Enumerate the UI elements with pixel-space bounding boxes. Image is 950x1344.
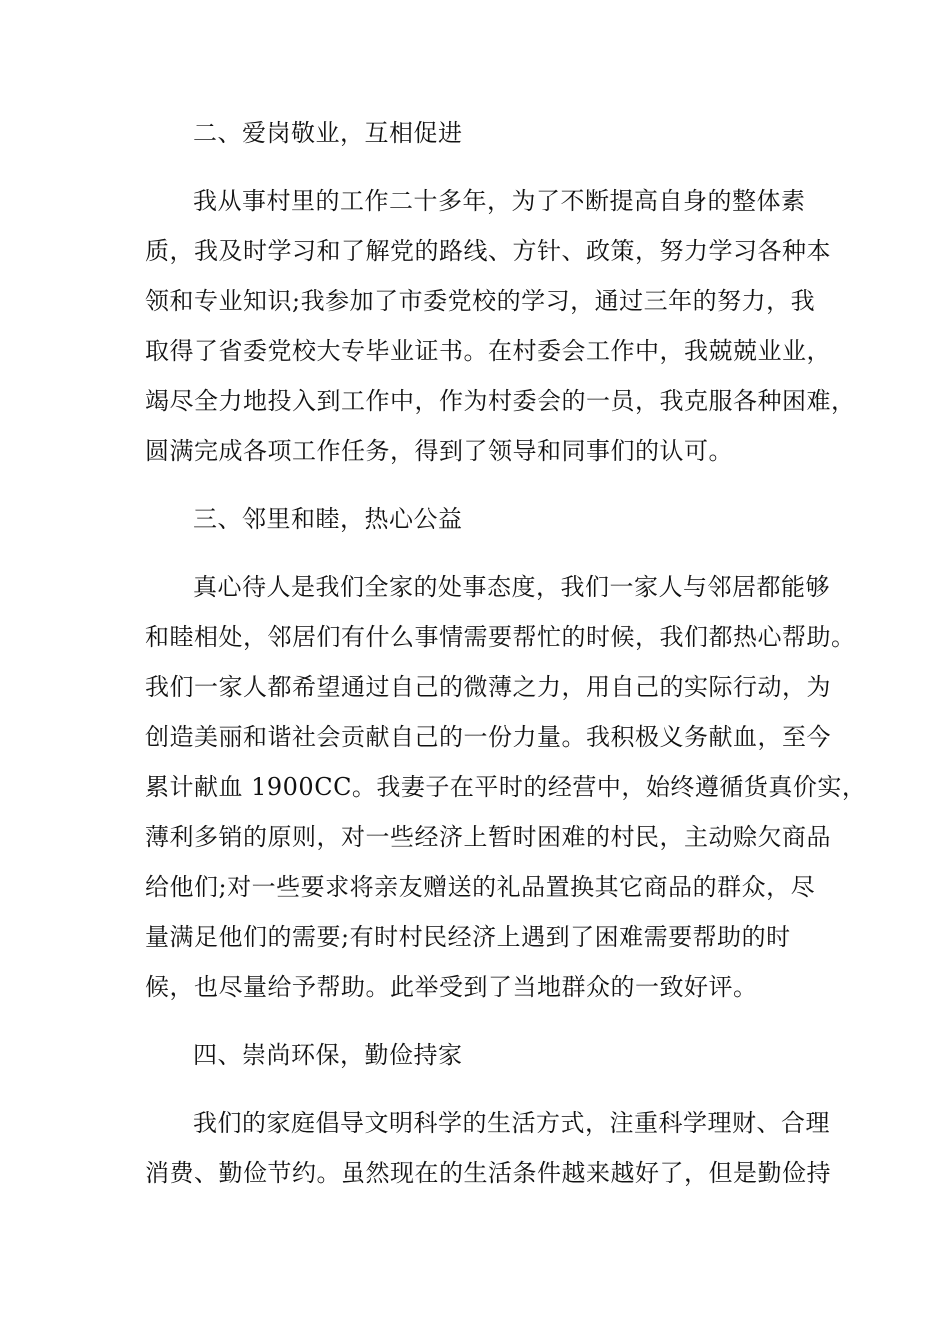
paragraph-line: 给他们;对一些要求将亲友赠送的礼品置换其它商品的群众，尽 xyxy=(145,873,816,901)
paragraph-line: 量满足他们的需要;有时村民经济上遇到了困难需要帮助的时 xyxy=(145,923,791,951)
paragraph-line: 累计献血 1900CC。我妻子在平时的经营中，始终遵循货真价实， xyxy=(145,773,867,801)
paragraph-line: 我们一家人都希望通过自己的微薄之力，用自己的实际行动，为 xyxy=(145,673,831,701)
heading-section-4: 四、崇尚环保，勤俭持家 xyxy=(193,1041,463,1069)
heading-section-2: 二、爱岗敬业，互相促进 xyxy=(193,119,463,147)
paragraph-line: 薄利多销的原则，对一些经济上暂时困难的村民，主动赊欠商品 xyxy=(145,823,831,851)
paragraph-line: 我们的家庭倡导文明科学的生活方式，注重科学理财、合理 xyxy=(193,1109,830,1137)
paragraph-line: 和睦相处，邻居们有什么事情需要帮忙的时候，我们都热心帮助。 xyxy=(145,623,856,651)
paragraph-line: 质，我及时学习和了解党的路线、方针、政策，努力学习各种本 xyxy=(145,237,831,265)
paragraph-line: 取得了省委党校大专毕业证书。在村委会工作中，我兢兢业业， xyxy=(145,337,831,365)
paragraph-line: 圆满完成各项工作任务，得到了领导和同事们的认可。 xyxy=(145,437,733,465)
paragraph-line: 创造美丽和谐社会贡献自己的一份力量。我积极义务献血，至今 xyxy=(145,723,831,751)
paragraph-line: 候，也尽量给予帮助。此举受到了当地群众的一致好评。 xyxy=(145,973,758,1001)
paragraph-line: 领和专业知识;我参加了市委党校的学习，通过三年的努力，我 xyxy=(145,287,816,315)
paragraph-line: 消费、勤俭节约。虽然现在的生活条件越来越好了，但是勤俭持 xyxy=(145,1159,831,1187)
heading-section-3: 三、邻里和睦，热心公益 xyxy=(193,505,463,533)
paragraph-line: 竭尽全力地投入到工作中，作为村委会的一员，我克服各种困难， xyxy=(145,387,856,415)
paragraph-line: 我从事村里的工作二十多年，为了不断提高自身的整体素 xyxy=(193,187,806,215)
paragraph-line: 真心待人是我们全家的处事态度，我们一家人与邻居都能够 xyxy=(193,573,830,601)
